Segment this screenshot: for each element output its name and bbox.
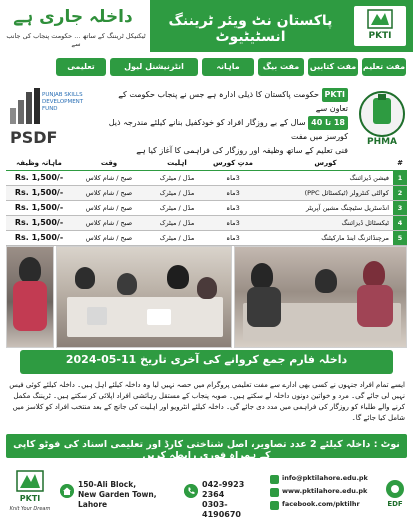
intro-section [6, 86, 407, 154]
deadline-text: داخلہ فارم جمع کروانے کی آخری تاریخ 11-05-2024 [65, 353, 348, 366]
footer-slogan: Knit Your Dream [9, 506, 51, 512]
footer-online [270, 470, 380, 514]
table-row [6, 215, 407, 230]
age-badge: 18 تا 40 [308, 116, 348, 130]
intro-paragraph [98, 88, 348, 158]
facebook-icon [270, 501, 279, 510]
intro-line-3: فنی تعلیم کے ساتھ وظیفہ اور روزگار کی فراہمی کا آغاز کیا ہے [136, 146, 348, 155]
cell-eligibility: مڈل / میٹرک [146, 215, 208, 230]
cell-course: کوالٹی کنٹرولر (ٹیکسٹائل PPC) [258, 185, 393, 200]
table-row [6, 200, 407, 215]
cell-stipend: Rs. 1,500/- [6, 185, 72, 200]
website-text[interactable]: www.pktilahore.edu.pk [282, 487, 368, 495]
email-text[interactable]: info@pktilahore.edu.pk [282, 474, 368, 482]
cell-eligibility: مڈل / میٹرک [146, 200, 208, 215]
cell-time: صبح / شام کلاس [72, 230, 146, 245]
footer-address [60, 480, 180, 510]
table-row [6, 230, 407, 245]
phone-2[interactable]: 0303-4190670 [202, 500, 241, 519]
website-row[interactable] [270, 487, 380, 498]
cell-course: ٹیکسٹائل ڈیزائننگ [258, 215, 393, 230]
benefit-free-books: مفت کتابیں [308, 58, 358, 76]
benefit-free-bag: مفت بیگ [258, 58, 304, 76]
training-photo-3 [234, 246, 407, 348]
cell-time: صبح / شام کلاس [72, 200, 146, 215]
cell-eligibility: مڈل / میٹرک [146, 185, 208, 200]
email-icon [270, 475, 279, 484]
header-course: کورس [258, 156, 393, 170]
cell-course: مرچنڈائزنگ اینڈ مارکیٹنگ [258, 230, 393, 245]
benefit-international-certificate: انٹرنیشنل لیول سرٹیفکیٹ [110, 58, 198, 76]
facebook-text[interactable]: facebook.com/pktilhr [282, 500, 360, 508]
cell-course: انڈسٹریل سٹیچنگ مشین آپریٹر [258, 200, 393, 215]
benefit-free-education: مفت تعلیم [362, 58, 406, 76]
training-photo-2 [56, 246, 232, 348]
phma-logo [356, 86, 408, 150]
phone-1[interactable]: 042-9923 2364 [202, 480, 245, 499]
training-photo-1 [6, 246, 54, 348]
cell-eligibility: مڈل / میٹرک [146, 170, 208, 185]
phma-text: PHMA [366, 137, 398, 147]
address-line-2: New Garden Town, Lahore [78, 490, 157, 509]
header-tagline: ٹیکنیکل ٹریننگ کے ساتھ ... حکومت پنجاب کی جانب سے [6, 32, 146, 48]
pkti-footer-logo-icon [16, 470, 44, 492]
cell-duration: 3ماہ [208, 200, 258, 215]
cell-stipend: Rs. 1,500/- [6, 170, 72, 185]
pkti-logo-text: PKTI [368, 31, 392, 41]
cell-stipend: Rs. 1,500/- [6, 200, 72, 215]
intro-line-2: سال کے بے روزگار افراد کو خودکفیل بنانے کیلئے مندرجہ ذیل کورسز میں مفت [108, 118, 348, 141]
psdf-text: PSDF [10, 128, 58, 147]
edf-text: EDF [387, 500, 403, 508]
training-photos [6, 246, 407, 348]
cell-duration: 3ماہ [208, 215, 258, 230]
courses-table [6, 156, 407, 246]
header-time: وقت [72, 156, 146, 170]
intro-line-1: حکومت پاکستان کا ذیلی ادارہ ہے جس نے پنجاب حکومت کے تعاون سے [118, 90, 348, 113]
phone-icon [184, 484, 198, 498]
institute-title-bar [150, 0, 413, 52]
cell-stipend: Rs. 1,500/- [6, 215, 72, 230]
institute-title: پاکستان نٹ ویئر ٹریننگ انسٹیٹیوٹ [168, 13, 333, 45]
psdf-subtitle: PUNJAB SKILLS DEVELOPMENT FUND [42, 92, 84, 112]
header-eligibility: اہلیت [146, 156, 208, 170]
footer-phones [184, 480, 264, 519]
cell-number: 5 [393, 230, 407, 245]
table-header-row [6, 156, 407, 170]
benefit-employment: تعلیمی ملازمت [56, 58, 106, 76]
admission-open-banner [0, 0, 150, 52]
admission-open-text: داخلہ جاری ہے [13, 7, 133, 27]
psdf-bars-icon [10, 88, 40, 124]
cell-number: 4 [393, 215, 407, 230]
cell-duration: 3ماہ [208, 185, 258, 200]
note-banner [6, 434, 407, 461]
eligibility-paragraph: ایسے تمام افراد جنہوں نے کسی بھی ادارے سے مفت تعلیمی پروگرام میں حصہ نہیں لیا وہ داخلہ کیلئے اہل ہیں۔ داخلہ کیلئے کوئی فیس نہیں لی جائے گی۔ مرد و خواتین دونوں داخلہ لے سکتے ہیں۔ صوبہ پنجاب کے مستقل رہائشی افراد اپلائی کر سکتے ہیں۔ ٹریننگ مکمل کرنے والے طلباء کو روزگار کی فراہمی میں مدد دی جائے گی۔ داخلہ کیلئے انٹرویو اور اہلیت کی جانچ کے بعد منتخب افراد کو کلاسز میں شامل کیا جائے گا۔ [9, 381, 405, 422]
address-line-1: 150-Ali Block, [78, 480, 137, 489]
cell-time: صبح / شام کلاس [72, 215, 146, 230]
header-stipend: ماہانہ وظیفہ [6, 156, 72, 170]
header-duration: مدتِ کورس [208, 156, 258, 170]
table-row [6, 185, 407, 200]
footer [0, 462, 413, 522]
pkti-badge: PKTI [322, 88, 349, 102]
cell-time: صبح / شام کلاس [72, 170, 146, 185]
cell-course: فیشن ڈیزائننگ [258, 170, 393, 185]
edf-logo-icon [382, 478, 408, 508]
header-number: # [393, 156, 407, 170]
pkti-logo-icon [367, 9, 393, 29]
cell-stipend: Rs. 1,500/- [6, 230, 72, 245]
globe-icon [270, 488, 279, 497]
footer-pkti-logo [8, 468, 52, 518]
cell-duration: 3ماہ [208, 230, 258, 245]
cell-number: 1 [393, 170, 407, 185]
cell-duration: 3ماہ [208, 170, 258, 185]
cell-number: 3 [393, 200, 407, 215]
cell-number: 2 [393, 185, 407, 200]
header [0, 0, 413, 52]
email-row[interactable] [270, 474, 380, 485]
benefit-monthly-stipend: ماہانہ وظیفہ [202, 58, 254, 76]
note-text: نوٹ : داخلہ کیلئے 2 عدد تصاویر، اصل شناختی کارڈ اور تعلیمی اسناد کی فوٹو کاپی کے ہمراہ فوری رابطہ کریں [13, 439, 400, 461]
location-icon [60, 484, 74, 498]
deadline-banner [20, 350, 393, 374]
footer-logo-text: PKTI [19, 494, 41, 503]
psdf-logo [10, 88, 90, 150]
phma-emblem-icon [356, 86, 408, 150]
cell-eligibility: مڈل / میٹرک [146, 230, 208, 245]
cell-time: صبح / شام کلاس [72, 185, 146, 200]
edf-logo [382, 478, 408, 508]
facebook-row[interactable] [270, 500, 380, 511]
pkti-logo [354, 6, 406, 46]
table-row [6, 170, 407, 185]
